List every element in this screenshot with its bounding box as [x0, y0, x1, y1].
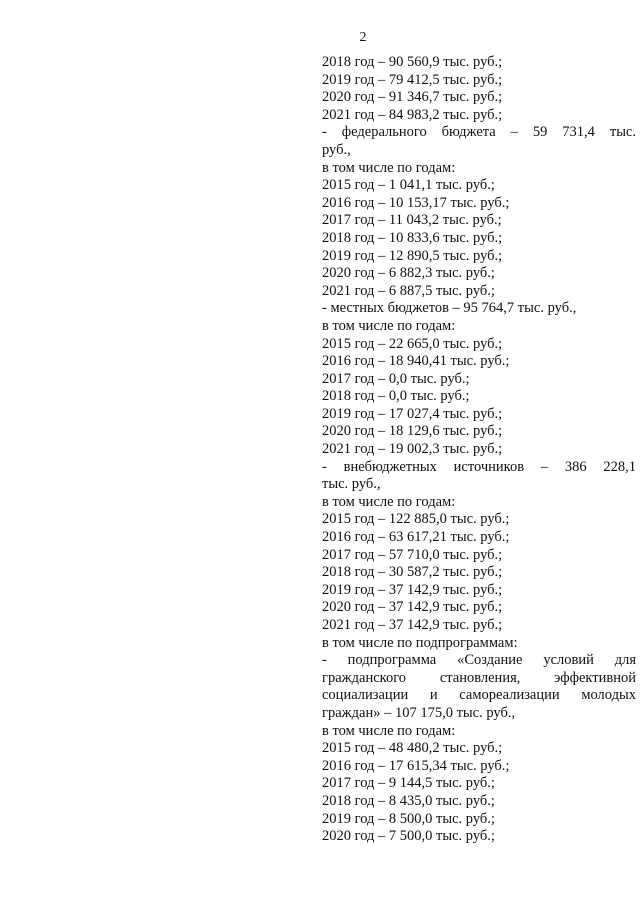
text-line: 2020 год – 18 129,6 тыс. руб.; [322, 423, 503, 440]
text-line: 2016 год – 63 617,21 тыс. руб.; [322, 529, 510, 546]
funding-text-column [322, 54, 636, 846]
page-number: 2 [359, 30, 367, 45]
text-line: 2019 год – 8 500,0 тыс. руб.; [322, 810, 495, 827]
text-line: - внебюджетных источников – 386 228,1 [322, 458, 636, 475]
text-line: 2016 год – 18 940,41 тыс. руб.; [322, 353, 510, 370]
text-line: - местных бюджетов – 95 764,7 тыс. руб., [322, 300, 577, 317]
text-line: 2021 год – 6 887,5 тыс. руб.; [322, 282, 495, 299]
text-line: в том числе по годам: [322, 317, 456, 334]
text-line: 2015 год – 1 041,1 тыс. руб.; [322, 177, 495, 194]
text-line: в том числе по подпрограммам: [322, 634, 518, 651]
text-line: в том числе по годам: [322, 159, 456, 176]
text-line: 2020 год – 37 142,9 тыс. руб.; [322, 599, 503, 616]
text-line: 2016 год – 10 153,17 тыс. руб.; [322, 194, 510, 211]
text-line: - федерального бюджета – 59 731,4 тыс. [322, 124, 636, 141]
text-line: в том числе по годам: [322, 722, 456, 739]
text-line: 2020 год – 6 882,3 тыс. руб.; [322, 265, 495, 282]
text-line: 2019 год – 12 890,5 тыс. руб.; [322, 247, 503, 264]
text-line: 2018 год – 90 560,9 тыс. руб.; [322, 54, 503, 70]
text-line: 2018 год – 30 587,2 тыс. руб.; [322, 564, 503, 581]
text-line: 2016 год – 17 615,34 тыс. руб.; [322, 757, 510, 774]
text-line: 2018 год – 8 435,0 тыс. руб.; [322, 792, 495, 809]
text-line: 2017 год – 0,0 тыс. руб.; [322, 370, 470, 387]
text-line: руб., [322, 141, 351, 158]
text-line: 2021 год – 37 142,9 тыс. руб.; [322, 617, 503, 633]
text-line: 2018 год – 10 833,6 тыс. руб.; [322, 229, 503, 246]
text-line: 2019 год – 17 027,4 тыс. руб.; [322, 405, 503, 422]
text-line: 2015 год – 48 480,2 тыс. руб.; [322, 740, 503, 757]
text-line: в том числе по годам: [322, 493, 456, 510]
text-line: 2015 год – 122 885,0 тыс. руб.; [322, 511, 510, 528]
text-line: 2020 год – 7 500,0 тыс. руб.; [322, 828, 495, 845]
text-line: 2020 год – 91 346,7 тыс. руб.; [322, 89, 503, 106]
text-line: 2021 год – 84 983,2 тыс. руб.; [322, 106, 503, 123]
text-line: 2021 год – 19 002,3 тыс. руб.; [322, 441, 503, 458]
text-line: тыс. руб., [322, 476, 381, 493]
text-line: 2017 год – 57 710,0 тыс. руб.; [322, 546, 503, 563]
text-line: 2015 год – 22 665,0 тыс. руб.; [322, 335, 503, 352]
text-line: 2018 год – 0,0 тыс. руб.; [322, 388, 470, 405]
text-line: 2017 год – 9 144,5 тыс. руб.; [322, 775, 495, 792]
text-line: 2019 год – 37 142,9 тыс. руб.; [322, 581, 503, 598]
text-line: 2017 год – 11 043,2 тыс. руб.; [322, 212, 502, 229]
text-line: - подпрограмма «Создание условий для гражданского становления, эффективной социализации и самореализации молодых граждан» – 107 175,0 тыс. руб., [322, 652, 636, 721]
text-line: 2019 год – 79 412,5 тыс. руб.; [322, 71, 503, 88]
